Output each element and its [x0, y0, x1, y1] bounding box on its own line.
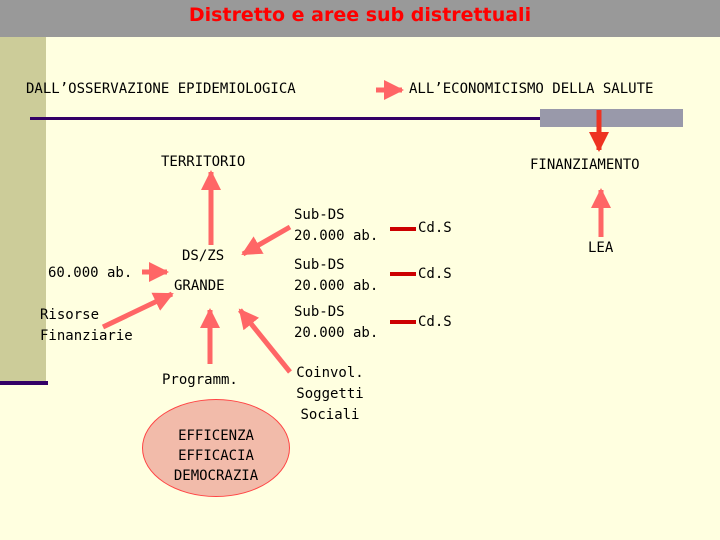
slide-title: Distretto e aree sub distrettuali: [188, 4, 532, 26]
subds-3-pop: 20.000 ab.: [294, 325, 379, 341]
ds-zs-label: DS/ZS: [182, 248, 225, 264]
coinvol-label: [290, 363, 370, 426]
population-label: 60.000 ab.: [48, 265, 133, 281]
coinvol-line-3: Sociali: [300, 407, 360, 423]
header-left-phrase: DALL’OSSERVAZIONE EPIDEMIOLOGICA: [26, 81, 296, 97]
subds-2-pop: 20.000 ab.: [294, 278, 379, 294]
cds-1-label: Cd.S: [418, 220, 452, 236]
coinvol-line-2: Soggetti: [296, 386, 364, 402]
risorse-label: [40, 305, 133, 347]
risorse-line-1: Risorse: [40, 307, 100, 323]
finanziamento-label: FINANZIAMENTO: [530, 157, 640, 173]
subds-3-name: Sub-DS: [294, 304, 345, 320]
subds-2-name: Sub-DS: [294, 257, 345, 273]
cds-3-dash: [390, 320, 416, 324]
programm-label: Programm.: [162, 372, 238, 388]
cds-2-label: Cd.S: [418, 266, 452, 282]
coinvol-line-1: Coinvol.: [296, 365, 364, 381]
subds-1-name: Sub-DS: [294, 207, 345, 223]
risorse-line-2: Finanziarie: [40, 328, 133, 344]
subds-arrow: [243, 227, 290, 254]
outcome-efficenza: EFFICENZA: [178, 428, 254, 444]
subds-3: [294, 302, 378, 344]
lea-label: LEA: [588, 240, 614, 256]
cds-2-dash: [390, 272, 416, 276]
subds-2: [294, 255, 378, 297]
outcomes-label: [142, 426, 290, 486]
header-right-phrase: ALL’ECONOMICISMO DELLA SALUTE: [409, 81, 654, 97]
territorio-label: TERRITORIO: [161, 154, 246, 170]
grande-label: GRANDE: [174, 278, 225, 294]
cds-3-label: Cd.S: [418, 314, 452, 330]
outcome-efficacia: EFFICACIA: [178, 448, 254, 464]
cds-1-dash: [390, 227, 416, 231]
subds-1-pop: 20.000 ab.: [294, 228, 379, 244]
outcome-democrazia: DEMOCRAZIA: [173, 468, 259, 484]
subds-1: [294, 205, 378, 247]
coinvol-arrow: [240, 310, 290, 372]
